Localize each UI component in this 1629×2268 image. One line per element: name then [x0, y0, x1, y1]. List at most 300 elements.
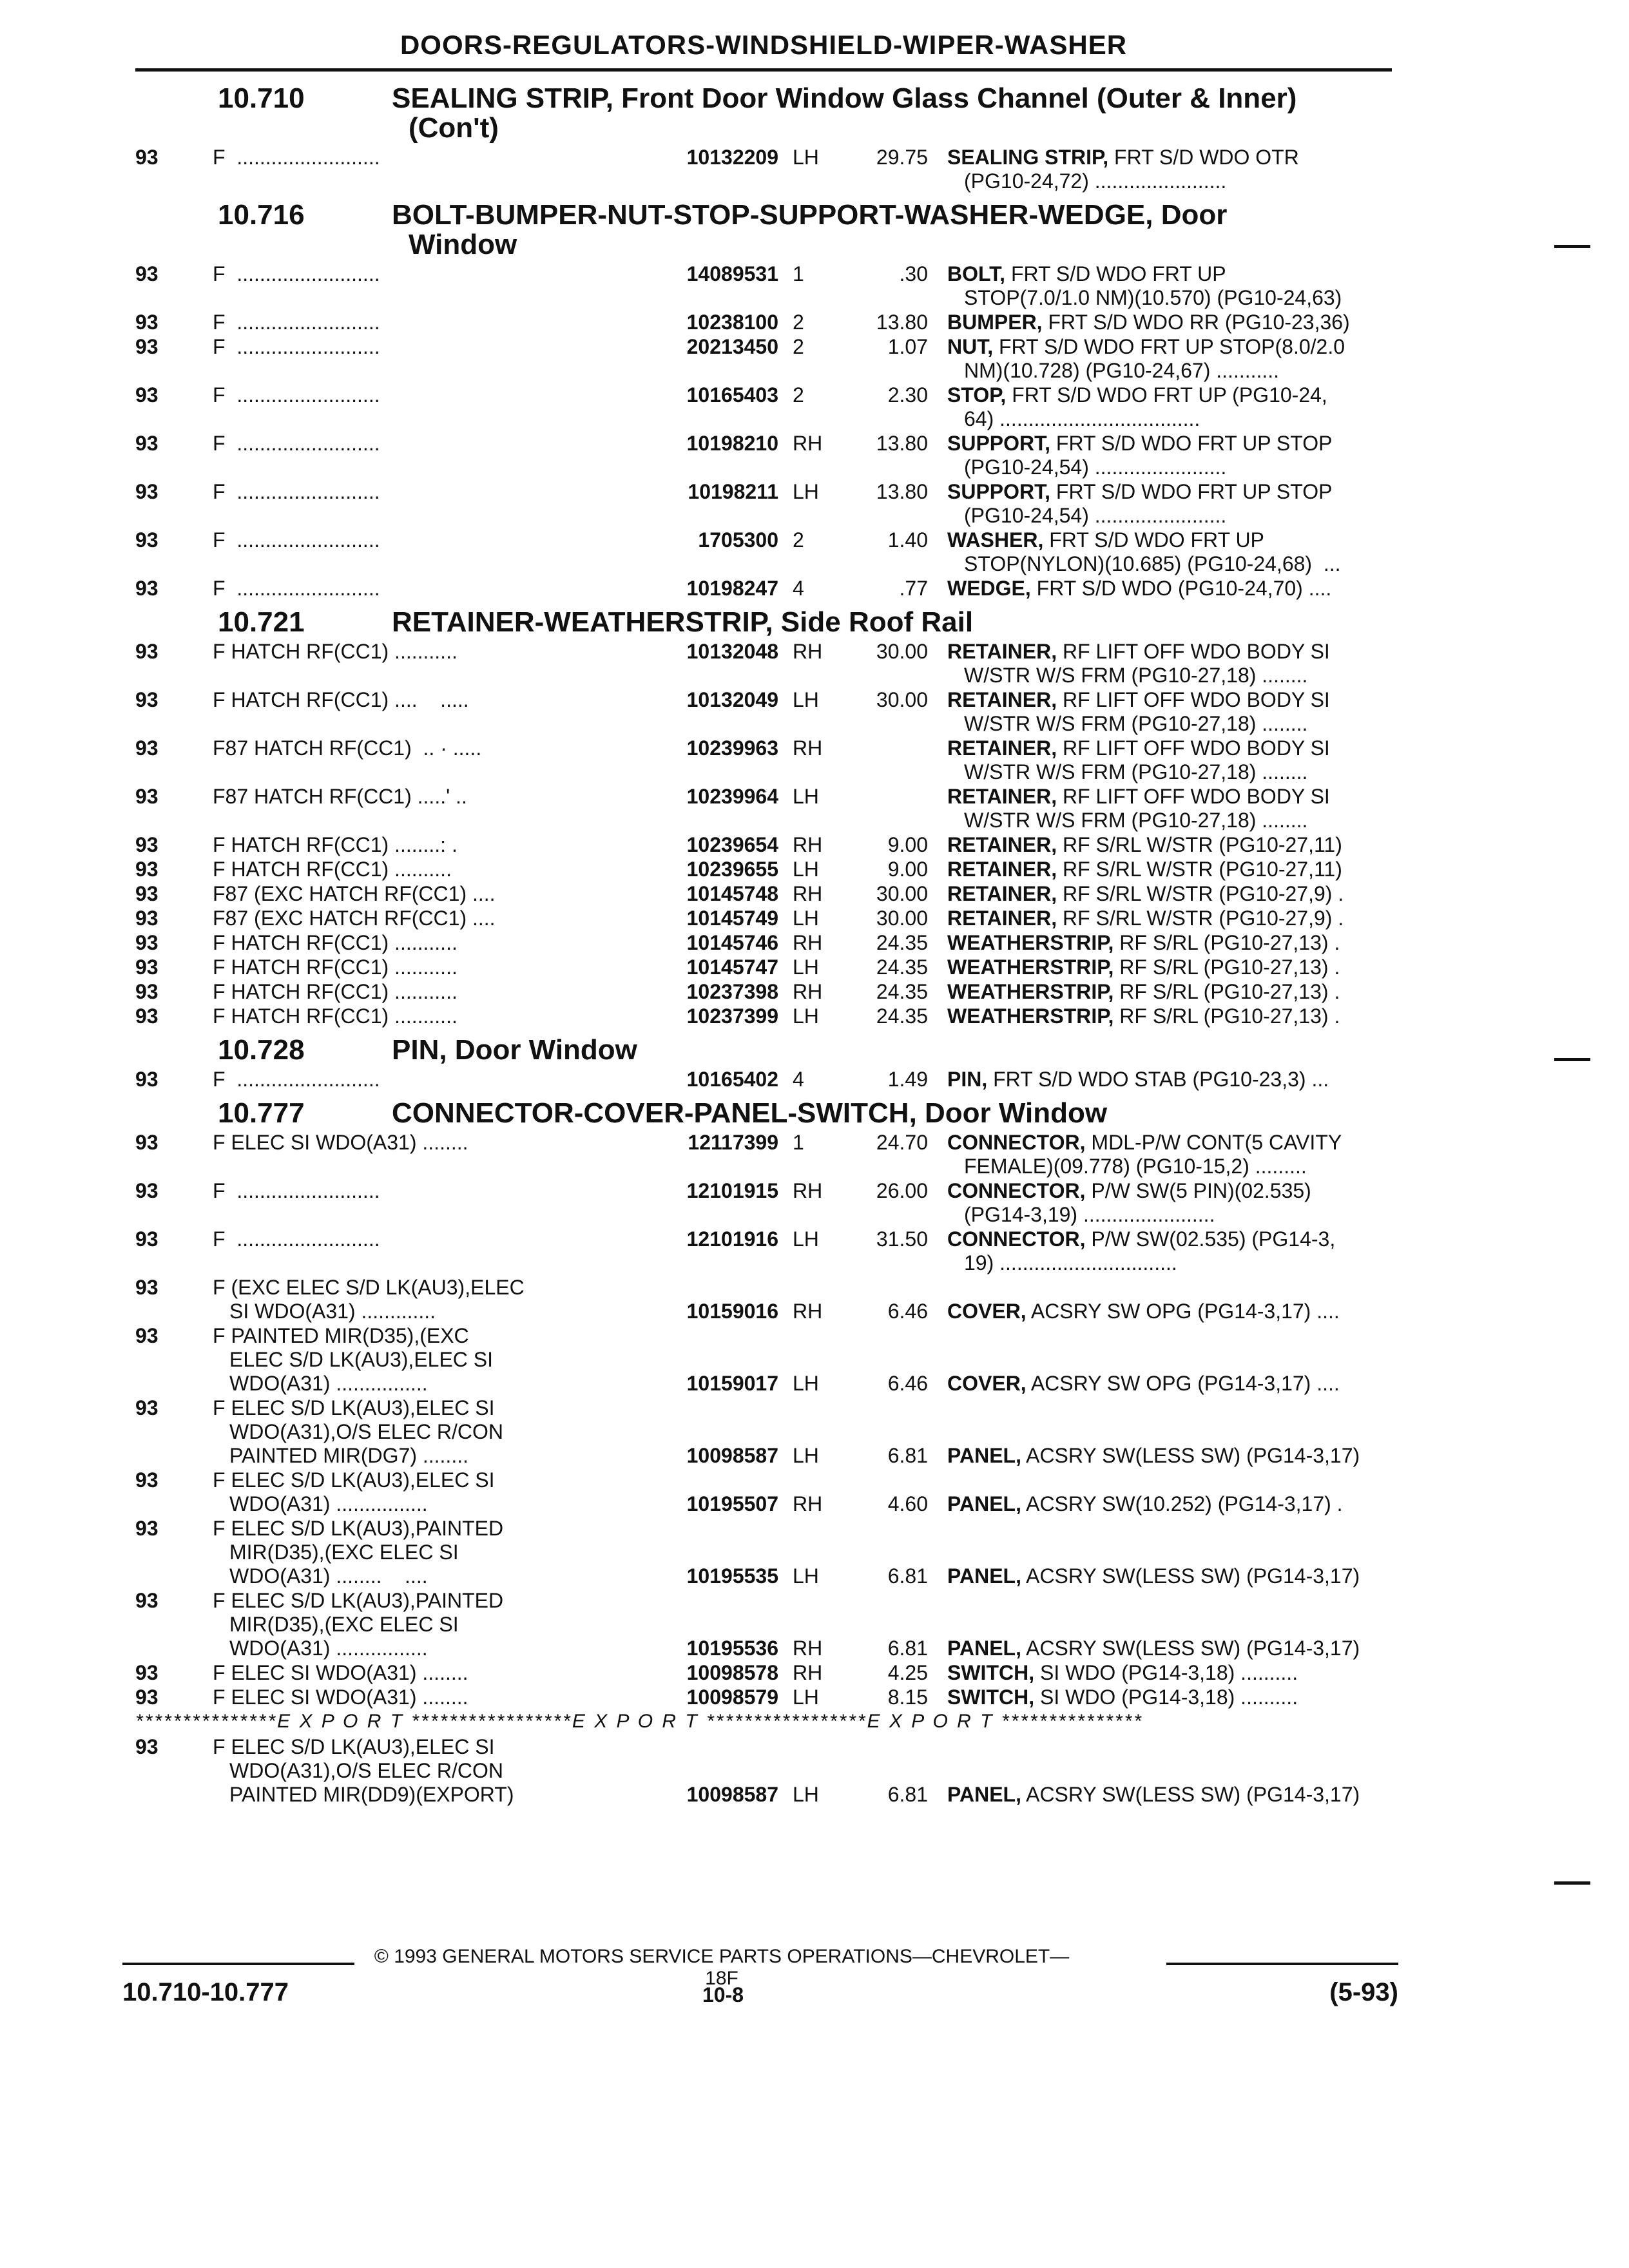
application — [213, 980, 644, 1004]
footer-section-range: 10.710-10.777 — [122, 1978, 289, 2006]
part-noun: RETAINER, — [947, 907, 1057, 930]
description — [947, 480, 1392, 528]
part-number: 10132048 — [686, 640, 778, 663]
description-line — [947, 383, 1392, 407]
quantity: RH — [793, 931, 823, 954]
part-row — [135, 311, 1392, 334]
model-year: 93 — [135, 383, 159, 407]
model-year: 93 — [135, 1324, 159, 1347]
part-number: 10159017 — [686, 1372, 778, 1395]
quantity: RH — [793, 833, 823, 856]
application-line: F (EXC ELEC S/D LK(AU3),ELEC — [213, 1276, 525, 1299]
part-number: 10098587 — [686, 1444, 778, 1467]
part-noun: PIN, — [947, 1068, 988, 1091]
description-line — [947, 858, 1392, 881]
part-noun: SUPPORT, — [947, 480, 1051, 503]
description-line: STOP(NYLON)(10.685) (PG10-24,68) ... — [964, 552, 1341, 575]
quantity: LH — [793, 1227, 819, 1251]
part-description: RF S/RL (PG10-27,13) . — [1119, 1004, 1340, 1028]
description — [947, 577, 1392, 601]
description-line: W/STR W/S FRM (PG10-27,18) ........ — [964, 712, 1308, 735]
description — [947, 1372, 1392, 1396]
description-line — [947, 833, 1392, 857]
application — [213, 1227, 644, 1275]
description — [947, 432, 1392, 479]
description — [947, 1004, 1392, 1028]
description — [947, 335, 1392, 383]
part-noun: WEATHERSTRIP, — [947, 980, 1114, 1003]
application-line: WDO(A31),O/S ELEC R/CON — [229, 1759, 503, 1782]
part-description: FRT S/D WDO STAB (PG10-23,3) ... — [993, 1068, 1329, 1091]
section-number: 10.716 — [218, 199, 305, 231]
application-line: F HATCH RF(CC1) .... ..... — [213, 688, 469, 711]
application — [213, 1589, 644, 1660]
description — [947, 1783, 1392, 1807]
model-year: 93 — [135, 858, 159, 881]
application-line: F ......................... — [213, 577, 380, 600]
part-row — [135, 640, 1392, 687]
application-line: ELEC S/D LK(AU3),ELEC SI — [229, 1348, 494, 1371]
part-description: RF S/RL W/STR (PG10-27,9) . — [1062, 882, 1344, 905]
quantity: RH — [793, 1661, 823, 1684]
quantity: LH — [793, 907, 819, 930]
part-row — [135, 1661, 1392, 1685]
part-row — [135, 907, 1392, 930]
application-line: F HATCH RF(CC1) ........... — [213, 931, 458, 954]
part-description: RF LIFT OFF WDO BODY SI — [1062, 688, 1330, 711]
model-year: 93 — [135, 146, 159, 169]
application-line: WDO(A31) ........ .... — [229, 1564, 428, 1588]
price: 24.70 — [876, 1131, 928, 1154]
quantity: 2 — [793, 311, 804, 334]
application-line: WDO(A31) ................ — [229, 1492, 428, 1515]
application-line: F ELEC S/D LK(AU3),ELEC SI — [213, 1396, 495, 1419]
margin-mark — [1554, 1058, 1590, 1061]
model-year: 93 — [135, 907, 159, 930]
section-title-line: Window — [409, 229, 517, 260]
price: 13.80 — [876, 311, 928, 334]
description-line — [947, 1131, 1392, 1155]
model-year: 93 — [135, 528, 159, 552]
description-line — [947, 528, 1392, 552]
price: 6.81 — [887, 1783, 928, 1806]
application — [213, 1396, 644, 1468]
description-line — [947, 432, 1392, 456]
application — [213, 785, 644, 832]
application — [213, 1131, 644, 1178]
part-noun: RETAINER, — [947, 736, 1057, 760]
part-number: 10195535 — [686, 1564, 778, 1588]
application-line: F PAINTED MIR(D35),(EXC — [213, 1324, 469, 1347]
model-year: 93 — [135, 311, 159, 334]
quantity: RH — [793, 1300, 823, 1323]
part-row — [135, 785, 1392, 832]
application — [213, 383, 644, 431]
description — [947, 1227, 1392, 1275]
part-row — [135, 432, 1392, 479]
model-year: 93 — [135, 1179, 159, 1202]
application — [213, 432, 644, 479]
part-number: 10198210 — [686, 432, 778, 455]
application — [213, 640, 644, 687]
part-description: RF S/RL (PG10-27,13) . — [1119, 980, 1340, 1003]
application — [213, 262, 644, 310]
price: 24.35 — [876, 931, 928, 954]
quantity: RH — [793, 1179, 823, 1202]
section-header — [135, 1029, 1392, 1065]
description-line — [947, 1004, 1392, 1028]
application — [213, 1686, 644, 1709]
margin-mark — [1554, 245, 1590, 248]
price: .77 — [899, 577, 928, 600]
description — [947, 785, 1392, 832]
part-number: 10145749 — [686, 907, 778, 930]
part-number: 10132049 — [686, 688, 778, 711]
application-line: F87 HATCH RF(CC1) .. · ..... — [213, 736, 482, 760]
application-line: F ......................... — [213, 1068, 380, 1091]
description — [947, 833, 1392, 857]
section-title — [379, 1035, 1392, 1065]
part-description: FRT S/D WDO FRT UP STOP — [1055, 480, 1333, 503]
model-year: 93 — [135, 1468, 159, 1492]
application-line: PAINTED MIR(DG7) ........ — [229, 1444, 468, 1467]
application — [213, 956, 644, 979]
part-number: 10195507 — [686, 1492, 778, 1515]
model-year: 93 — [135, 1661, 159, 1684]
description-line — [947, 146, 1392, 169]
part-number: 12101916 — [686, 1227, 778, 1251]
part-description: SI WDO (PG14-3,18) .......... — [1039, 1686, 1298, 1709]
application-line: F ELEC S/D LK(AU3),ELEC SI — [213, 1468, 495, 1492]
part-row — [135, 980, 1392, 1004]
part-number: 10132209 — [686, 146, 778, 169]
price: 4.25 — [887, 1661, 928, 1684]
application — [213, 931, 644, 955]
part-description: FRT S/D WDO FRT UP — [1049, 528, 1264, 552]
description — [947, 688, 1392, 736]
quantity: LH — [793, 688, 819, 711]
part-noun: CONNECTOR, — [947, 1227, 1086, 1251]
section-title-line: SEALING STRIP, Front Door Window Glass Channel (Outer & Inner) — [392, 82, 1297, 114]
application-line: F HATCH RF(CC1) ........... — [213, 1004, 458, 1028]
description-line — [947, 1564, 1392, 1588]
description-line: 19) ............................... — [964, 1251, 1177, 1274]
part-description: ACSRY SW(10.252) (PG14-3,17) . — [1026, 1492, 1343, 1515]
application — [213, 335, 644, 383]
application — [213, 311, 644, 334]
part-row — [135, 577, 1392, 601]
part-description: FRT S/D WDO FRT UP STOP — [1055, 432, 1333, 455]
part-row — [135, 1735, 1392, 1807]
part-number: 10198247 — [686, 577, 778, 600]
page-title: DOORS-REGULATORS-WINDSHIELD-WIPER-WASHER — [400, 30, 1128, 60]
part-description: RF S/RL W/STR (PG10-27,11) — [1062, 858, 1342, 881]
description-line: (PG14-3,19) ....................... — [964, 1203, 1215, 1226]
description-line — [947, 688, 1392, 712]
part-noun: WEATHERSTRIP, — [947, 931, 1114, 954]
quantity: RH — [793, 640, 823, 663]
part-row — [135, 146, 1392, 193]
description-line: (PG10-24,72) ....................... — [964, 169, 1227, 193]
section-title-line: CONNECTOR-COVER-PANEL-SWITCH, Door Window — [392, 1097, 1108, 1129]
part-number: 10145746 — [686, 931, 778, 954]
application-line: F HATCH RF(CC1) ........... — [213, 956, 458, 979]
part-noun: WASHER, — [947, 528, 1044, 552]
quantity: LH — [793, 1564, 819, 1588]
part-number: 10145747 — [686, 956, 778, 979]
application-line: MIR(D35),(EXC ELEC SI — [229, 1541, 459, 1564]
application-line: F87 (EXC HATCH RF(CC1) .... — [213, 907, 496, 930]
part-number: 12117399 — [688, 1131, 778, 1154]
description — [947, 1131, 1392, 1178]
application — [213, 688, 644, 736]
section-title — [379, 200, 1392, 260]
description-line: (PG10-24,54) ....................... — [964, 504, 1227, 527]
part-description: MDL-P/W CONT(5 CAVITY — [1091, 1131, 1342, 1154]
quantity: RH — [793, 1637, 823, 1660]
part-noun: PANEL, — [947, 1637, 1021, 1660]
footer-copyright: © 1993 GENERAL MOTORS SERVICE PARTS OPERATIONS—CHEVROLET—18F — [367, 1946, 1076, 1990]
application-line: SI WDO(A31) ............. — [229, 1300, 436, 1323]
part-noun: COVER, — [947, 1372, 1027, 1395]
part-row — [135, 1324, 1392, 1396]
price: 9.00 — [887, 833, 928, 856]
description — [947, 956, 1392, 979]
quantity: 2 — [793, 528, 804, 552]
application-line: F ......................... — [213, 528, 380, 552]
part-number: 10237398 — [686, 980, 778, 1003]
description-line: STOP(7.0/1.0 NM)(10.570) (PG10-24,63) — [964, 286, 1342, 309]
part-row — [135, 1396, 1392, 1468]
description — [947, 640, 1392, 687]
section-number: 10.721 — [218, 606, 305, 638]
part-description: RF S/RL (PG10-27,13) . — [1119, 931, 1340, 954]
part-number: 10098587 — [686, 1783, 778, 1806]
application-line: F ......................... — [213, 480, 380, 503]
model-year: 93 — [135, 1686, 159, 1709]
price: 13.80 — [876, 432, 928, 455]
application-line: F ......................... — [213, 1227, 380, 1251]
part-number: 10239964 — [686, 785, 778, 808]
parts-catalog — [135, 77, 1392, 1807]
part-number: 10098579 — [686, 1686, 778, 1709]
price: 30.00 — [876, 640, 928, 663]
application — [213, 1735, 644, 1807]
part-noun: RETAINER, — [947, 858, 1057, 881]
footer-rule — [1166, 1963, 1398, 1965]
description — [947, 1564, 1392, 1588]
part-description: P/W SW(02.535) (PG14-3, — [1091, 1227, 1336, 1251]
price: 31.50 — [876, 1227, 928, 1251]
part-description: FRT S/D WDO FRT UP (PG10-24, — [1012, 383, 1327, 407]
part-description: RF S/RL W/STR (PG10-27,11) — [1062, 833, 1342, 856]
application — [213, 528, 644, 576]
price: 30.00 — [876, 688, 928, 711]
description-line: 64) ................................... — [964, 407, 1200, 430]
description — [947, 882, 1392, 906]
application — [213, 736, 644, 784]
part-noun: CONNECTOR, — [947, 1131, 1086, 1154]
application — [213, 1068, 644, 1091]
part-noun: WEATHERSTRIP, — [947, 956, 1114, 979]
description-line — [947, 1661, 1392, 1685]
part-number: 1705300 — [698, 528, 778, 552]
quantity: RH — [793, 736, 823, 760]
section-title-line: PIN, Door Window — [392, 1034, 637, 1066]
model-year: 93 — [135, 1396, 159, 1419]
part-description: ACSRY SW(LESS SW) (PG14-3,17) — [1026, 1564, 1360, 1588]
price: 1.40 — [887, 528, 928, 552]
description-line — [947, 1068, 1392, 1091]
description-line: W/STR W/S FRM (PG10-27,18) ........ — [964, 760, 1308, 783]
application — [213, 833, 644, 857]
description-line — [947, 1637, 1392, 1660]
application — [213, 1661, 644, 1685]
price: 6.81 — [887, 1564, 928, 1588]
description — [947, 858, 1392, 881]
model-year: 93 — [135, 262, 159, 285]
model-year: 93 — [135, 980, 159, 1003]
price: 24.35 — [876, 1004, 928, 1028]
description — [947, 1637, 1392, 1660]
part-number: 10239963 — [686, 736, 778, 760]
price: 1.07 — [887, 335, 928, 358]
application-line: F ELEC S/D LK(AU3),ELEC SI — [213, 1735, 495, 1758]
section-number: 10.777 — [218, 1097, 305, 1129]
description-line — [947, 1372, 1392, 1396]
description-line — [947, 1300, 1392, 1323]
part-description: ACSRY SW(LESS SW) (PG14-3,17) — [1026, 1444, 1360, 1467]
application-line: F ......................... — [213, 432, 380, 455]
application-line: F ......................... — [213, 335, 380, 358]
part-noun: PANEL, — [947, 1783, 1021, 1806]
description-line — [947, 907, 1392, 930]
part-number: 10145748 — [686, 882, 778, 905]
part-row — [135, 736, 1392, 784]
quantity: LH — [793, 480, 819, 503]
footer-date: (5-93) — [1329, 1978, 1398, 2006]
model-year: 93 — [135, 1227, 159, 1251]
part-description: RF LIFT OFF WDO BODY SI — [1062, 640, 1330, 663]
description — [947, 528, 1392, 576]
part-number: 10237399 — [686, 1004, 778, 1028]
part-number: 10198211 — [688, 480, 778, 503]
part-description: FRT S/D WDO OTR — [1114, 146, 1299, 169]
part-description: P/W SW(5 PIN)(02.535) — [1091, 1179, 1311, 1202]
part-number: 10098578 — [686, 1661, 778, 1684]
description-line: FEMALE)(09.778) (PG10-15,2) ......... — [964, 1155, 1307, 1178]
description-line — [947, 1686, 1392, 1709]
section-title-line: (Con't) — [409, 112, 499, 144]
part-row — [135, 1227, 1392, 1275]
quantity: RH — [793, 980, 823, 1003]
description — [947, 383, 1392, 431]
part-number: 10239655 — [686, 858, 778, 881]
description-line — [947, 882, 1392, 906]
part-number: 10195536 — [686, 1637, 778, 1660]
part-noun: PANEL, — [947, 1444, 1021, 1467]
quantity: LH — [793, 858, 819, 881]
price: 24.35 — [876, 980, 928, 1003]
model-year: 93 — [135, 1004, 159, 1028]
price: 30.00 — [876, 882, 928, 905]
application-line: F HATCH RF(CC1) ........: . — [213, 833, 458, 856]
part-noun: RETAINER, — [947, 785, 1057, 808]
model-year: 93 — [135, 931, 159, 954]
description-line — [947, 577, 1392, 601]
part-row — [135, 1686, 1392, 1709]
section-header — [135, 601, 1392, 637]
part-row — [135, 1068, 1392, 1091]
description-line — [947, 311, 1392, 334]
description — [947, 736, 1392, 784]
quantity: 4 — [793, 1068, 804, 1091]
margin-mark — [1554, 1881, 1590, 1885]
part-noun: NUT, — [947, 335, 994, 358]
application-line: F ......................... — [213, 383, 380, 407]
model-year: 93 — [135, 335, 159, 358]
application-line: F ELEC SI WDO(A31) ........ — [213, 1131, 468, 1154]
model-year: 93 — [135, 640, 159, 663]
quantity: 1 — [793, 1131, 804, 1154]
price: 8.15 — [887, 1686, 928, 1709]
part-description: ACSRY SW(LESS SW) (PG14-3,17) — [1026, 1637, 1360, 1660]
part-row — [135, 1131, 1392, 1178]
description-line — [947, 1179, 1392, 1203]
application — [213, 1468, 644, 1516]
quantity: LH — [793, 1004, 819, 1028]
part-description: FRT S/D WDO RR (PG10-23,36) — [1048, 311, 1350, 334]
quantity: LH — [793, 785, 819, 808]
model-year: 93 — [135, 833, 159, 856]
part-number: 20213450 — [686, 335, 778, 358]
description-line — [947, 931, 1392, 955]
description-line — [947, 1227, 1392, 1251]
price: 29.75 — [876, 146, 928, 169]
application — [213, 1517, 644, 1588]
description-line — [947, 980, 1392, 1004]
part-number: 10159016 — [686, 1300, 778, 1323]
quantity: 2 — [793, 335, 804, 358]
description-line: NM)(10.728) (PG10-24,67) ........... — [964, 359, 1280, 382]
price: 24.35 — [876, 956, 928, 979]
application-line: F ELEC SI WDO(A31) ........ — [213, 1686, 468, 1709]
quantity: LH — [793, 1783, 819, 1806]
quantity: LH — [793, 146, 819, 169]
section-title — [379, 1099, 1392, 1128]
part-number: 10165403 — [686, 383, 778, 407]
part-row — [135, 262, 1392, 310]
price: 30.00 — [876, 907, 928, 930]
price: 6.46 — [887, 1300, 928, 1323]
application-line: F87 HATCH RF(CC1) .....' .. — [213, 785, 467, 808]
section-title — [379, 84, 1392, 143]
application — [213, 480, 644, 528]
application — [213, 882, 644, 906]
part-noun: CONNECTOR, — [947, 1179, 1086, 1202]
part-description: RF S/RL (PG10-27,13) . — [1119, 956, 1340, 979]
quantity: LH — [793, 1686, 819, 1709]
part-description: FRT S/D WDO FRT UP STOP(8.0/2.0 — [999, 335, 1345, 358]
application — [213, 858, 644, 881]
quantity: 2 — [793, 383, 804, 407]
quantity: RH — [793, 1492, 823, 1515]
description-line — [947, 956, 1392, 979]
model-year: 93 — [135, 1276, 159, 1299]
part-noun: BUMPER, — [947, 311, 1043, 334]
price: 1.49 — [887, 1068, 928, 1091]
part-row — [135, 858, 1392, 881]
